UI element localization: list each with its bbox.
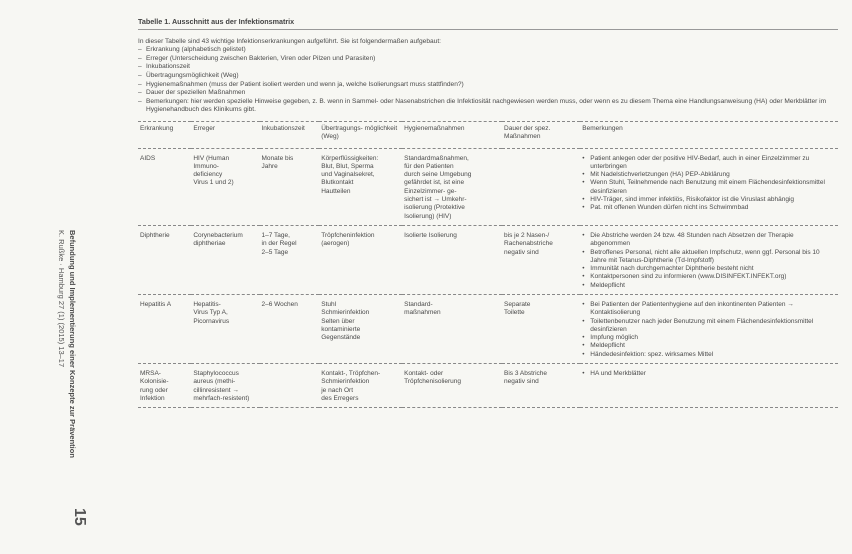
cell-line: bis je 2 Nasen-/ <box>504 231 550 239</box>
list-item: – Hygienemaßnahmen (muss der Patient isoliert werden und wenn ja, welche Isolierungsart muss stattfinden?) <box>138 80 464 88</box>
cell-line: Stuhl <box>321 300 337 308</box>
table-header-row <box>138 121 838 148</box>
cell-line: Selten über <box>321 317 355 325</box>
cell-line: HIV (Human <box>193 154 230 162</box>
dash-mark: – <box>138 46 142 54</box>
cell-line: Corynebacterium <box>193 231 243 239</box>
dash-mark: – <box>138 89 142 97</box>
list-item: • Die Abstriche werden 24 bzw. 48 Stunden nach Absetzen der Therapie abgenommen <box>582 232 835 249</box>
cell-dauer <box>502 148 580 225</box>
list-item: • Pat. mit offenen Wunden dürfen nicht ins Schwimmbad <box>582 204 835 212</box>
cell-line: Gegenstände <box>321 334 361 342</box>
cell-line: kontaminierte <box>321 325 361 333</box>
dash-mark: – <box>138 71 142 79</box>
dash-mark: – <box>138 54 142 62</box>
header-hygiene: Hygienemaßnahmen <box>402 121 502 148</box>
cell-line: 2–6 Wochen <box>261 300 298 308</box>
cell-dauer <box>502 364 580 408</box>
cell-erkrankung <box>138 294 191 363</box>
list-item: – Dauer der speziellen Maßnahmen <box>138 89 246 97</box>
cell-uebertragung <box>319 225 402 294</box>
notes-list <box>582 232 835 290</box>
cell-uebertragung <box>319 364 402 408</box>
cell-line: cillinresistent → <box>193 386 239 394</box>
cell-line: des Erregers <box>321 394 359 402</box>
cell-dauer <box>502 225 580 294</box>
running-header-citation: K. Rußke · Hamburg 27 (1) (2015) 13–17 <box>57 230 66 368</box>
cell-line: Immuno- <box>193 162 219 170</box>
cell-line: Kolonisie- <box>140 378 169 386</box>
list-item: • Händedesinfektion: spez. wirksames Mittel <box>582 351 835 359</box>
cell-line: MRSA- <box>140 370 161 378</box>
cell-line: Kontakt-, Tröpfchen- <box>321 370 381 378</box>
cell-line: Staphylococcus <box>193 370 239 378</box>
cell-line: Toilette <box>504 309 525 317</box>
cell-line: Hepatitis- <box>193 300 221 308</box>
cell-line: diphtheriae <box>193 240 226 248</box>
cell-line: Isolierung) (HIV) <box>404 212 452 220</box>
list-item: • Betroffenes Personal, nicht alle aktuellen Impfschutz, wenn ggf. Personal bis 10 Jahre mit Tetanus-Diphtherie (Td-Impfstoff) <box>582 249 835 266</box>
cell-line: Blutkontakt <box>321 179 354 187</box>
list-item: • HA und Merkblätter <box>582 370 835 378</box>
list-item: • Bei Patienten der Patientenhygiene auf den inkontinenten Patienten → Kontaktisolierung <box>582 301 835 318</box>
cell-line: Standardmaßnahmen, <box>404 154 469 162</box>
list-item: • Toilettenbenutzer nach jeder Benutzung mit einem Flächendesinfektionsmittel desinfizieren <box>582 318 835 335</box>
table-row <box>138 225 838 294</box>
cell-bemerkungen <box>580 364 838 408</box>
cell-line: negativ sind <box>504 248 539 256</box>
cell-erkrankung <box>138 225 191 294</box>
cell-line: in der Regel <box>261 240 297 248</box>
cell-uebertragung <box>319 294 402 363</box>
cell-line: Hautteilen <box>321 187 351 195</box>
cell-line: Hepatitis A <box>140 300 172 308</box>
table-row <box>138 294 838 363</box>
cell-line: Standard- <box>404 300 433 308</box>
cell-inkubation <box>260 294 320 363</box>
cell-line: Jahre <box>261 162 278 170</box>
cell-line: 1–7 Tage, <box>261 231 290 239</box>
cell-erreger <box>191 364 259 408</box>
cell-line: (aerogen) <box>321 240 350 248</box>
running-header-title: Befundung und Implementierung einer Konzepte zur Prävention <box>68 230 77 458</box>
page-number: 15 <box>71 508 88 526</box>
list-item: – Übertragungsmöglichkeit (Weg) <box>138 71 239 79</box>
list-item: • Mit Nadelstichverletzungen (HA) PEP-Abklärung <box>582 171 835 179</box>
cell-line: für den Patienten <box>404 162 454 170</box>
cell-line: Separate <box>504 300 531 308</box>
cell-hygiene <box>402 364 502 408</box>
dash-mark: – <box>138 63 142 71</box>
infection-matrix-table <box>138 121 838 408</box>
list-item: • Kontaktpersonen sind zu informieren (www.DISINFEKT.INFEKT.org) <box>582 273 835 281</box>
cell-erreger <box>191 148 259 225</box>
cell-inkubation <box>260 225 320 294</box>
list-item: – Erkrankung (alphabetisch gelistet) <box>138 46 246 54</box>
cell-line: AIDS <box>140 154 156 162</box>
cell-hygiene <box>402 294 502 363</box>
cell-line: Tröpfchenisolierung <box>404 378 461 386</box>
list-item: • Wenn Stuhl, Teilnehmende nach Benutzung mit einem Flächendesinfektionsmittel desinfizieren <box>582 179 835 196</box>
dash-mark: – <box>138 97 142 105</box>
header-dauer: Dauer der spez. Maßnahmen <box>502 121 580 148</box>
cell-erreger <box>191 225 259 294</box>
cell-line: je nach Ort <box>321 386 354 394</box>
intro-list <box>138 46 838 115</box>
list-item: • Meldepflicht <box>582 282 835 290</box>
cell-bemerkungen <box>580 225 838 294</box>
cell-line: Einzelzimmer- ge- <box>404 187 457 195</box>
cell-line: Blut, Blut, Sperma <box>321 162 374 170</box>
list-item: • Impfung möglich <box>582 334 835 342</box>
table-row <box>138 364 838 408</box>
list-item: • HIV-Träger, sind immer infektiös, Risikofaktor ist die Viruslast abhängig <box>582 196 835 204</box>
cell-inkubation <box>260 148 320 225</box>
cell-line: durch seine Umgebung <box>404 171 472 179</box>
list-item: • Patient anlegen oder der positive HIV-Bedarf, auch in einer Einzelzimmer zu unterbringen <box>582 155 835 172</box>
cell-line: negativ sind <box>504 378 539 386</box>
title-divider <box>138 29 838 30</box>
cell-line: Bis 3 Abstriche <box>504 370 548 378</box>
cell-line: Virus 1 und 2) <box>193 179 234 187</box>
cell-line: Diphtherie <box>140 231 170 239</box>
cell-line: gefährdet ist, ist eine <box>404 179 465 187</box>
list-item: – Bemerkungen: hier werden spezielle Hinweise gegeben, z. B. wenn in Sammel- oder Nasenabstrichen die Infektiosität nachgewiesen werden muss, oder wenn es zu diesem Thema eine Handlungsanweisung (HA) oder Merkblätter im Hygienehandbuch des Klinikums gibt. <box>138 97 827 114</box>
cell-erreger <box>191 294 259 363</box>
list-item: – Inkubationszeit <box>138 63 190 71</box>
cell-line: Virus Typ A, <box>193 309 228 317</box>
cell-line: isolierung (Protektive <box>404 204 465 212</box>
notes-list <box>582 370 835 378</box>
list-item: • Meldepflicht <box>582 342 835 350</box>
cell-line: Picornavirus <box>193 317 230 325</box>
table-section <box>138 14 838 408</box>
cell-line: 2–5 Tage <box>261 248 289 256</box>
list-item: • Immunität nach durchgemachter Diphtherie besteht nicht <box>582 265 835 273</box>
header-inkubation: Inkubationszeit <box>260 121 320 148</box>
cell-hygiene <box>402 148 502 225</box>
cell-line: sichert ist → Umkehr- <box>404 196 467 204</box>
cell-erkrankung <box>138 364 191 408</box>
cell-line: rung oder <box>140 386 168 394</box>
cell-line: Schmierinfektion <box>321 309 370 317</box>
cell-line: Rachenabstriche <box>504 240 553 248</box>
cell-dauer <box>502 294 580 363</box>
dash-mark: – <box>138 80 142 88</box>
cell-line: und Vaginalsekret, <box>321 171 375 179</box>
header-erreger: Erreger <box>191 121 259 148</box>
table-row <box>138 148 838 225</box>
cell-line: Kontakt- oder <box>404 370 444 378</box>
cell-line: maßnahmen <box>404 309 441 317</box>
cell-line: deficiency <box>193 171 223 179</box>
cell-hygiene <box>402 225 502 294</box>
cell-line: Monate bis <box>261 154 294 162</box>
cell-bemerkungen <box>580 148 838 225</box>
notes-list <box>582 301 835 359</box>
cell-bemerkungen <box>580 294 838 363</box>
notes-list <box>582 155 835 213</box>
cell-uebertragung <box>319 148 402 225</box>
header-erkrankung: Erkrankung <box>138 121 191 148</box>
running-header <box>56 230 78 458</box>
cell-line: mehrfach-resistent) <box>193 394 250 402</box>
cell-line: Isolierte Isolierung <box>404 231 457 239</box>
cell-line: Schmierinfektion <box>321 378 370 386</box>
cell-inkubation <box>260 364 320 408</box>
cell-line: aureus (methi- <box>193 378 236 386</box>
cell-erkrankung <box>138 148 191 225</box>
cell-line: Tröpfcheninfektion <box>321 231 375 239</box>
header-uebertragung: Übertragungs- möglichkeit (Weg) <box>319 121 402 148</box>
table-body <box>138 148 838 408</box>
cell-line: Körperflüssigkeiten: <box>321 154 379 162</box>
cell-line: Infektion <box>140 394 165 402</box>
header-bemerkungen: Bemerkungen <box>580 121 838 148</box>
table-title: Tabelle 1. Ausschnitt aus der Infektionsmatrix <box>138 17 295 26</box>
table-intro: In dieser Tabelle sind 43 wichtige Infektionserkrankungen aufgeführt. Sie ist folgendermaßen aufgebaut: <box>138 37 442 45</box>
list-item: – Erreger (Unterscheidung zwischen Bakterien, Viren oder Pilzen und Parasiten) <box>138 54 376 62</box>
